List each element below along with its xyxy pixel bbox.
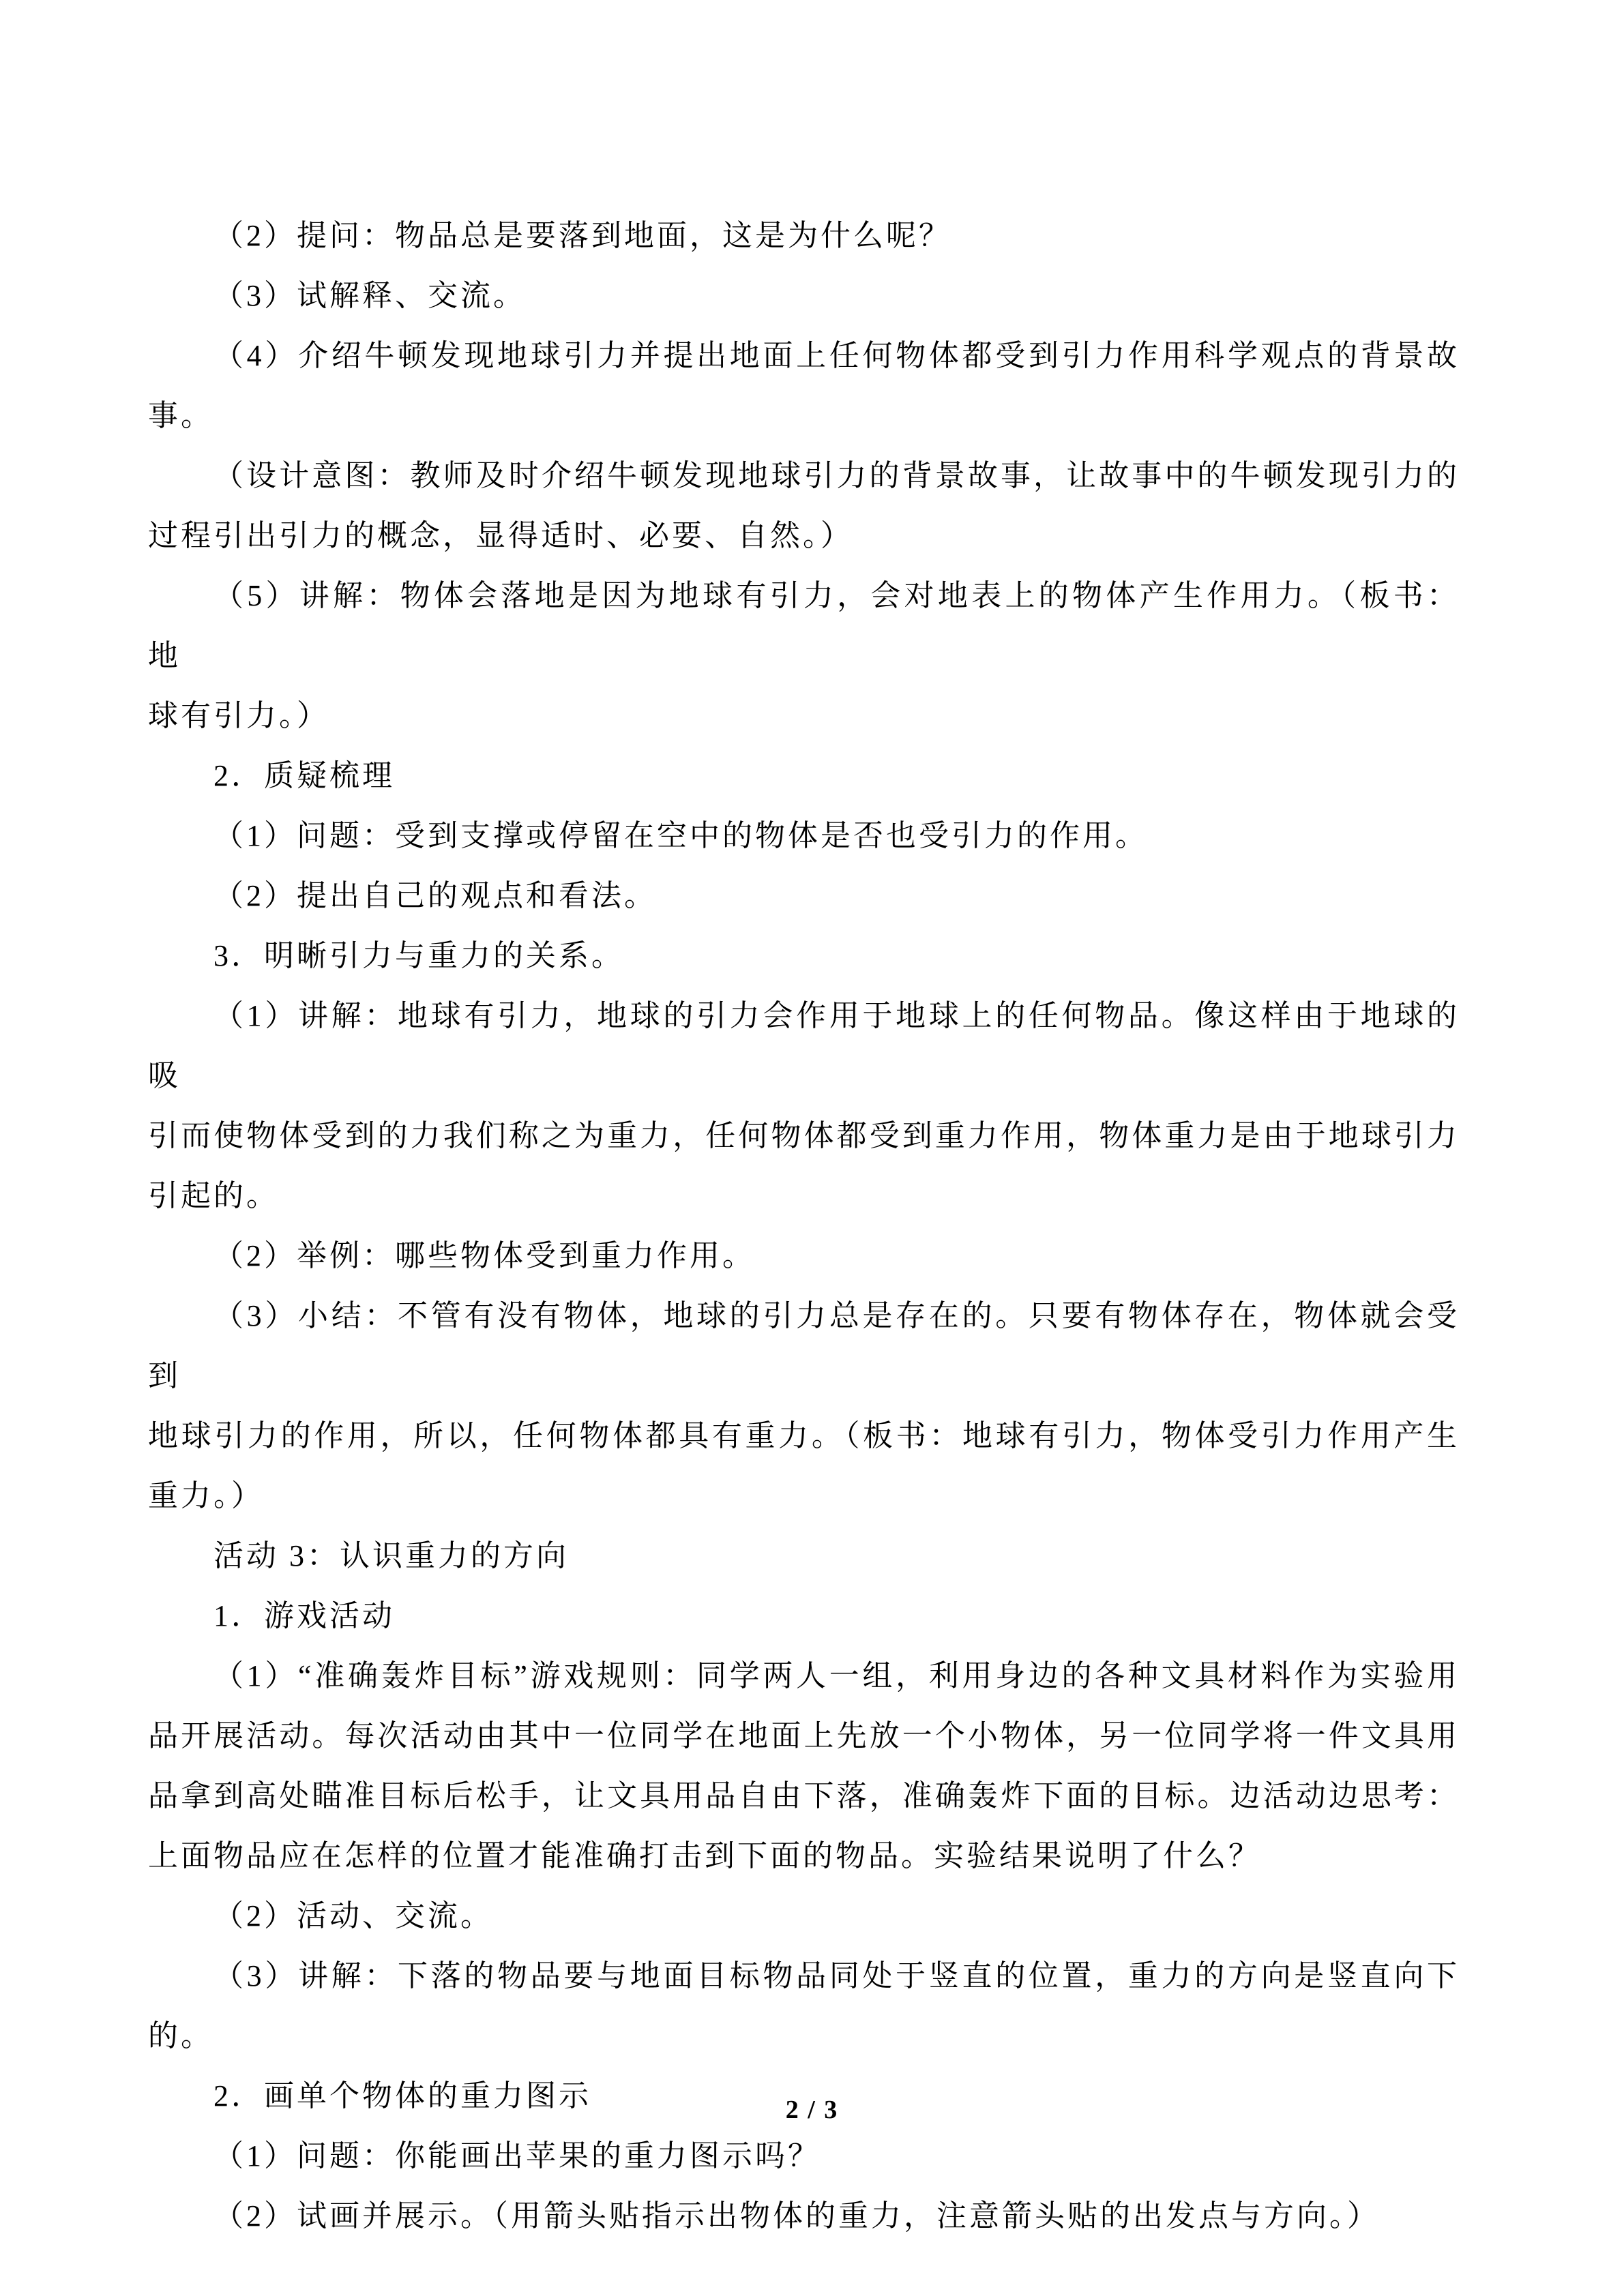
text-line: 地球引力的作用，所以，任何物体都具有重力。（板书：地球有引力，物体受引力作用产生 [148, 1419, 1460, 1452]
text-line: 品开展活动。每次活动由其中一位同学在地面上先放一个小物体，另一位同学将一件文具用 [148, 1719, 1460, 1753]
text-line: （1）问题：受到支撑或停留在空中的物体是否也受引力的作用。 [213, 819, 1148, 852]
text-line: 的。 [148, 2019, 213, 2053]
text-line: （3）小结：不管有没有物体，地球的引力总是存在的。只要有物体存在，物体就会受到 [148, 1299, 1460, 1392]
text-line: （5）讲解：物体会落地是因为地球有引力，会对地表上的物体产生作用力。（板书：地 [148, 579, 1460, 672]
text-line: 过程引出引力的概念，显得适时、必要、自然。） [148, 519, 853, 552]
page-number: 2 / 3 [785, 2096, 839, 2124]
text-line: （3）试解释、交流。 [213, 279, 526, 312]
text-line: 1．游戏活动 [213, 1599, 395, 1632]
text-line: （1）讲解：地球有引力，地球的引力会作用于地球上的任何物品。像这样由于地球的吸 [148, 999, 1460, 1092]
text-line: （1）问题：你能画出苹果的重力图示吗？ [213, 2139, 821, 2173]
text-line: 重力。） [148, 1479, 264, 1512]
text-line: 品拿到高处瞄准目标后松手，让文具用品自由下落，准确轰炸下面的目标。边活动边思考： [148, 1779, 1460, 1813]
page-footer [0, 2095, 1624, 2125]
text-line: 事。 [148, 399, 213, 432]
text-line: 引起的。 [148, 1179, 279, 1212]
text-line: 上面物品应在怎样的位置才能准确打击到下面的物品。实验结果说明了什么？ [148, 1839, 1261, 1873]
text-line: 2．画单个物体的重力图示 [213, 2079, 591, 2113]
text-line: 引而使物体受到的力我们称之为重力，任何物体都受到重力作用，物体重力是由于地球引力 [148, 1119, 1460, 1152]
text-line: （1）“准确轰炸目标”游戏规则：同学两人一组，利用身边的各种文具材料作为实验用 [213, 1659, 1460, 1693]
document-body [148, 206, 1460, 2246]
text-line: 3．明晰引力与重力的关系。 [213, 939, 624, 972]
text-line: （2）活动、交流。 [213, 1899, 493, 1933]
text-line: （2）试画并展示。（用箭头贴指示出物体的重力，注意箭头贴的出发点与方向。） [213, 2199, 1380, 2233]
text-line: （2）举例：哪些物体受到重力作用。 [213, 1239, 755, 1272]
text-line: （设计意图：教师及时介绍牛顿发现地球引力的背景故事，让故事中的牛顿发现引力的 [213, 459, 1460, 492]
text-line: 2．质疑梳理 [213, 759, 395, 792]
text-line: （3）讲解：下落的物品要与地面目标物品同处于竖直的位置，重力的方向是竖直向下 [213, 1959, 1460, 1993]
text-line: （4）介绍牛顿发现地球引力并提出地面上任何物体都受到引力作用科学观点的背景故 [213, 339, 1460, 372]
text-line: 球有引力。） [148, 699, 329, 732]
text-line: 活动 3：认识重力的方向 [213, 1539, 569, 1572]
text-line: （2）提出自己的观点和看法。 [213, 879, 657, 912]
text-line: （2）提问：物品总是要落到地面，这是为什么呢？ [213, 219, 951, 252]
